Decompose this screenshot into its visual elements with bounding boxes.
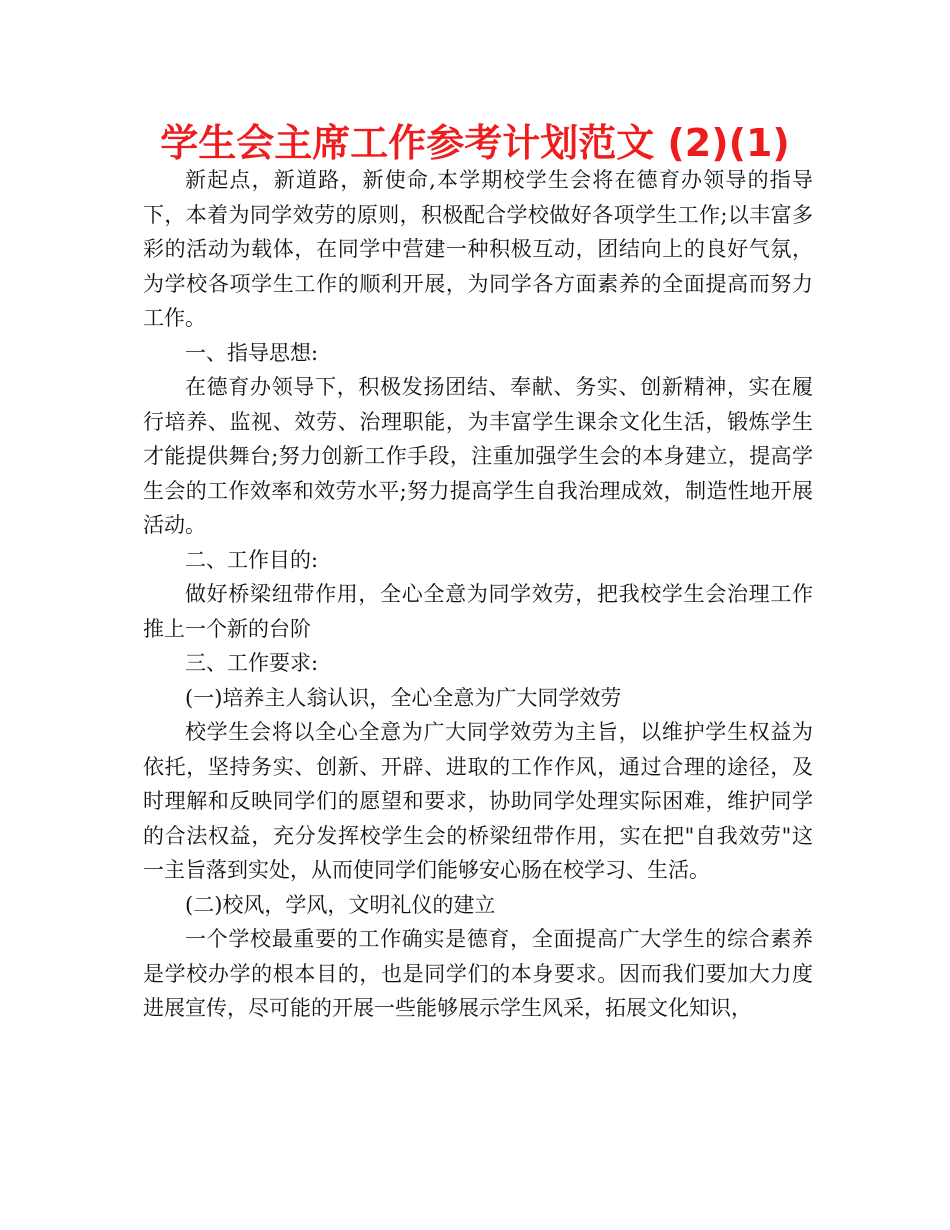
- paragraph-work-goal: 做好桥梁纽带作用，全心全意为同学效劳，把我校学生会治理工作推上一个新的台阶: [143, 582, 813, 641]
- heading-work-requirements: 三、工作要求:: [185, 651, 319, 675]
- paragraph-guiding-thought: 在德育办领导下，积极发扬团结、奉献、务实、创新精神，实在履行培养、监视、效劳、治理职能，为丰富学生课余文化生活，锻炼学生才能提供舞台;努力创新工作手段，注重加强学生会的本身建立，提高学生会的工作效率和效劳水平;努力提高学生自我治理成效，制造性地开展活动。: [143, 375, 813, 537]
- document-body: [143, 163, 813, 1026]
- heading-work-goal: 二、工作目的:: [185, 547, 319, 572]
- heading-guiding-thought: 一、指导思想:: [185, 340, 319, 365]
- subheading-school-spirit: (二)校风，学风，文明礼仪的建立: [185, 892, 496, 917]
- paragraph-school-spirit: 一个学校最重要的工作确实是德育，全面提高广大学生的综合素养是学校办学的根本目的，也是同学们的本身要求。因而我们要加大力度进展宣传，尽可能的开展一些能够展示学生风采，拓展文化知识，: [143, 927, 813, 1020]
- subheading-ownership: (一)培养主人翁认识，全心全意为广大同学效劳: [185, 685, 622, 710]
- paragraph-intro: 新起点，新道路，新使命,本学期校学生会将在德育办领导的指导下，本着为同学效劳的原则，积极配合学校做好各项学生工作;以丰富多彩的活动为载体，在同学中营建一种积极互动，团结向上的良好气氛，为学校各项学生工作的顺利开展，为同学各方面素养的全面提高而努力工作。: [143, 168, 813, 330]
- paragraph-ownership: 校学生会将以全心全意为广大同学效劳为主旨，以维护学生权益为依托，坚持务实、创新、开辟、进取的工作作风，通过合理的途径，及时理解和反映同学们的愿望和要求，协助同学处理实际困难，维护同学的合法权益，充分发挥校学生会的桥梁纽带作用，实在把"自我效劳"这一主旨落到实处，从而使同学们能够安心肠在校学习、生活。: [143, 720, 813, 882]
- document-title: 学生会主席工作参考计划范文 (2)(1): [160, 121, 790, 165]
